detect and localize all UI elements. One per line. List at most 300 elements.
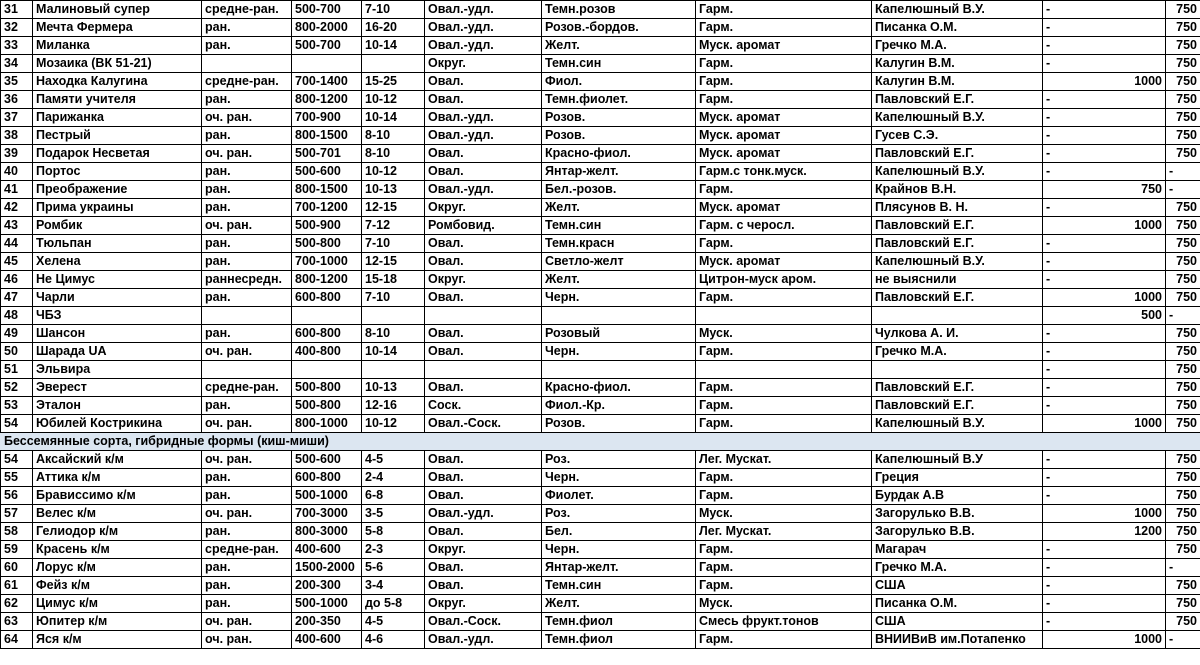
ripening-cell[interactable]: ран. xyxy=(202,289,292,307)
berry-color-cell[interactable]: Темн.син xyxy=(542,217,696,235)
ripening-cell[interactable]: ран. xyxy=(202,181,292,199)
berry-color-cell[interactable] xyxy=(542,361,696,379)
taste-cell[interactable]: Гарм. xyxy=(696,559,872,577)
cutting-price-cell[interactable]: 750 xyxy=(1166,145,1200,163)
variety-name-cell[interactable]: Не Цимус xyxy=(33,271,202,289)
berry-weight-cell[interactable]: 8-10 xyxy=(362,127,425,145)
cutting-price-cell[interactable]: 750 xyxy=(1166,595,1200,613)
taste-cell[interactable]: Гарм. xyxy=(696,469,872,487)
breeder-cell[interactable]: Павловский Е.Г. xyxy=(872,145,1043,163)
berry-weight-cell[interactable]: 5-6 xyxy=(362,559,425,577)
variety-name-cell[interactable]: Миланка xyxy=(33,37,202,55)
berry-weight-cell[interactable]: 10-14 xyxy=(362,109,425,127)
seedling-price-cell[interactable] xyxy=(1123,469,1166,487)
taste-cell[interactable]: Гарм. xyxy=(696,577,872,595)
variety-name-cell[interactable]: Красень к/м xyxy=(33,541,202,559)
seedling-price-dash-cell[interactable]: - xyxy=(1043,469,1123,487)
cluster-weight-cell[interactable]: 700-1400 xyxy=(292,73,362,91)
berry-shape-cell[interactable]: Овал.-удл. xyxy=(425,37,542,55)
taste-cell[interactable]: Гарм. xyxy=(696,1,872,19)
cluster-weight-cell[interactable]: 500-700 xyxy=(292,37,362,55)
ripening-cell[interactable]: оч. ран. xyxy=(202,343,292,361)
row-number-cell[interactable]: 40 xyxy=(1,163,33,181)
cutting-price-cell[interactable]: 750 xyxy=(1166,55,1200,73)
berry-shape-cell[interactable]: Овал. xyxy=(425,253,542,271)
variety-name-cell[interactable]: Эталон xyxy=(33,397,202,415)
berry-weight-cell[interactable]: до 5-8 xyxy=(362,595,425,613)
seedling-price-cell[interactable]: 1000 xyxy=(1123,217,1166,235)
cutting-price-cell[interactable]: - xyxy=(1166,181,1200,199)
breeder-cell[interactable]: Павловский Е.Г. xyxy=(872,397,1043,415)
taste-cell[interactable]: Гарм.с тонк.муск. xyxy=(696,163,872,181)
cutting-price-cell[interactable]: 750 xyxy=(1166,271,1200,289)
berry-color-cell[interactable]: Желт. xyxy=(542,595,696,613)
berry-color-cell[interactable]: Темн.фиол xyxy=(542,631,696,649)
berry-color-cell[interactable]: Фиолет. xyxy=(542,487,696,505)
seedling-price-dash-cell[interactable]: - xyxy=(1043,127,1123,145)
berry-shape-cell[interactable]: Овал. xyxy=(425,235,542,253)
variety-name-cell[interactable]: Яся к/м xyxy=(33,631,202,649)
seedling-price-dash-cell[interactable]: - xyxy=(1043,55,1123,73)
seedling-price-cell[interactable] xyxy=(1123,559,1166,577)
taste-cell[interactable] xyxy=(696,307,872,325)
cutting-price-cell[interactable]: 750 xyxy=(1166,37,1200,55)
berry-weight-cell[interactable]: 6-8 xyxy=(362,487,425,505)
variety-name-cell[interactable]: Фейз к/м xyxy=(33,577,202,595)
row-number-cell[interactable]: 49 xyxy=(1,325,33,343)
taste-cell[interactable]: Муск. аромат xyxy=(696,145,872,163)
row-number-cell[interactable]: 44 xyxy=(1,235,33,253)
cluster-weight-cell[interactable]: 400-800 xyxy=(292,343,362,361)
berry-weight-cell[interactable]: 4-5 xyxy=(362,451,425,469)
ripening-cell[interactable] xyxy=(202,361,292,379)
cutting-price-cell[interactable]: 750 xyxy=(1166,1,1200,19)
berry-shape-cell[interactable]: Овал. xyxy=(425,379,542,397)
cluster-weight-cell[interactable]: 500-701 xyxy=(292,145,362,163)
berry-shape-cell[interactable]: Округ. xyxy=(425,199,542,217)
berry-shape-cell[interactable]: Соск. xyxy=(425,397,542,415)
cluster-weight-cell[interactable]: 700-1000 xyxy=(292,253,362,271)
row-number-cell[interactable]: 38 xyxy=(1,127,33,145)
variety-name-cell[interactable]: Мечта Фермера xyxy=(33,19,202,37)
ripening-cell[interactable]: оч. ран. xyxy=(202,631,292,649)
berry-weight-cell[interactable]: 12-16 xyxy=(362,397,425,415)
breeder-cell[interactable]: Капелюшный В.У. xyxy=(872,253,1043,271)
cluster-weight-cell[interactable]: 1500-2000 xyxy=(292,559,362,577)
berry-color-cell[interactable]: Красно-фиол. xyxy=(542,145,696,163)
seedling-price-dash-cell[interactable]: - xyxy=(1043,397,1123,415)
seedling-price-dash-cell[interactable] xyxy=(1043,217,1123,235)
berry-color-cell[interactable]: Темн.син xyxy=(542,577,696,595)
berry-color-cell[interactable]: Розовый xyxy=(542,325,696,343)
berry-color-cell[interactable]: Темн.розов xyxy=(542,1,696,19)
cluster-weight-cell[interactable]: 600-800 xyxy=(292,289,362,307)
cutting-price-cell[interactable]: 750 xyxy=(1166,361,1200,379)
berry-shape-cell[interactable]: Округ. xyxy=(425,55,542,73)
berry-weight-cell[interactable]: 10-13 xyxy=(362,379,425,397)
berry-weight-cell[interactable] xyxy=(362,361,425,379)
seedling-price-cell[interactable]: 1000 xyxy=(1123,631,1166,649)
cutting-price-cell[interactable]: 750 xyxy=(1166,19,1200,37)
seedling-price-cell[interactable]: 1000 xyxy=(1123,289,1166,307)
variety-name-cell[interactable]: Памяти учителя xyxy=(33,91,202,109)
ripening-cell[interactable]: ран. xyxy=(202,235,292,253)
seedling-price-dash-cell[interactable] xyxy=(1043,631,1123,649)
berry-shape-cell[interactable] xyxy=(425,361,542,379)
berry-shape-cell[interactable]: Округ. xyxy=(425,271,542,289)
seedling-price-cell[interactable]: 1200 xyxy=(1123,523,1166,541)
cutting-price-cell[interactable]: 750 xyxy=(1166,541,1200,559)
ripening-cell[interactable]: средне-ран. xyxy=(202,73,292,91)
seedling-price-dash-cell[interactable] xyxy=(1043,181,1123,199)
cluster-weight-cell[interactable]: 800-1200 xyxy=(292,271,362,289)
breeder-cell[interactable]: Капелюшный В.У. xyxy=(872,109,1043,127)
berry-shape-cell[interactable]: Овал. xyxy=(425,325,542,343)
breeder-cell[interactable]: Калугин В.М. xyxy=(872,55,1043,73)
berry-shape-cell[interactable]: Овал.-удл. xyxy=(425,505,542,523)
berry-color-cell[interactable]: Черн. xyxy=(542,289,696,307)
cluster-weight-cell[interactable]: 600-800 xyxy=(292,469,362,487)
cluster-weight-cell[interactable]: 400-600 xyxy=(292,541,362,559)
seedling-price-cell[interactable]: 750 xyxy=(1123,181,1166,199)
seedling-price-dash-cell[interactable]: - xyxy=(1043,1,1123,19)
breeder-cell[interactable]: Плясунов В. Н. xyxy=(872,199,1043,217)
seedling-price-dash-cell[interactable]: - xyxy=(1043,343,1123,361)
berry-color-cell[interactable]: Розов.-бордов. xyxy=(542,19,696,37)
ripening-cell[interactable]: оч. ран. xyxy=(202,505,292,523)
ripening-cell[interactable]: оч. ран. xyxy=(202,415,292,433)
variety-name-cell[interactable]: Преображение xyxy=(33,181,202,199)
seedling-price-dash-cell[interactable]: - xyxy=(1043,451,1123,469)
berry-color-cell[interactable]: Темн.син xyxy=(542,55,696,73)
seedling-price-dash-cell[interactable]: - xyxy=(1043,253,1123,271)
taste-cell[interactable]: Цитрон-муск аром. xyxy=(696,271,872,289)
berry-weight-cell[interactable]: 8-10 xyxy=(362,145,425,163)
seedling-price-cell[interactable] xyxy=(1123,109,1166,127)
seedling-price-cell[interactable] xyxy=(1123,127,1166,145)
breeder-cell[interactable]: Павловский Е.Г. xyxy=(872,217,1043,235)
cluster-weight-cell[interactable]: 500-800 xyxy=(292,397,362,415)
variety-name-cell[interactable]: Пестрый xyxy=(33,127,202,145)
cutting-price-cell[interactable]: 750 xyxy=(1166,451,1200,469)
berry-weight-cell[interactable]: 2-4 xyxy=(362,469,425,487)
ripening-cell[interactable]: ран. xyxy=(202,487,292,505)
berry-weight-cell[interactable]: 10-12 xyxy=(362,415,425,433)
seedling-price-cell[interactable] xyxy=(1123,595,1166,613)
berry-color-cell[interactable]: Черн. xyxy=(542,469,696,487)
cluster-weight-cell[interactable]: 500-600 xyxy=(292,451,362,469)
berry-weight-cell[interactable]: 10-12 xyxy=(362,91,425,109)
cutting-price-cell[interactable]: 750 xyxy=(1166,487,1200,505)
taste-cell[interactable]: Гарм. xyxy=(696,541,872,559)
cluster-weight-cell[interactable]: 800-3000 xyxy=(292,523,362,541)
berry-shape-cell[interactable]: Овал. xyxy=(425,163,542,181)
row-number-cell[interactable]: 47 xyxy=(1,289,33,307)
seedling-price-cell[interactable] xyxy=(1123,271,1166,289)
cluster-weight-cell[interactable]: 200-350 xyxy=(292,613,362,631)
row-number-cell[interactable]: 32 xyxy=(1,19,33,37)
berry-weight-cell[interactable]: 5-8 xyxy=(362,523,425,541)
ripening-cell[interactable]: оч. ран. xyxy=(202,109,292,127)
cutting-price-cell[interactable]: 750 xyxy=(1166,325,1200,343)
ripening-cell[interactable]: ран. xyxy=(202,127,292,145)
breeder-cell[interactable]: не выяснили xyxy=(872,271,1043,289)
seedling-price-cell[interactable]: 500 xyxy=(1123,307,1166,325)
row-number-cell[interactable]: 36 xyxy=(1,91,33,109)
variety-name-cell[interactable]: Аксайский к/м xyxy=(33,451,202,469)
ripening-cell[interactable]: ран. xyxy=(202,163,292,181)
row-number-cell[interactable]: 60 xyxy=(1,559,33,577)
breeder-cell[interactable]: Чулкова А. И. xyxy=(872,325,1043,343)
ripening-cell[interactable]: ран. xyxy=(202,397,292,415)
berry-color-cell[interactable]: Желт. xyxy=(542,199,696,217)
seedling-price-cell[interactable] xyxy=(1123,325,1166,343)
berry-color-cell[interactable]: Розов. xyxy=(542,127,696,145)
taste-cell[interactable]: Гарм. xyxy=(696,397,872,415)
berry-weight-cell[interactable]: 7-10 xyxy=(362,1,425,19)
cutting-price-cell[interactable]: 750 xyxy=(1166,379,1200,397)
ripening-cell[interactable]: средне-ран. xyxy=(202,1,292,19)
berry-color-cell[interactable]: Черн. xyxy=(542,541,696,559)
seedling-price-cell[interactable] xyxy=(1123,343,1166,361)
ripening-cell[interactable]: оч. ран. xyxy=(202,613,292,631)
variety-name-cell[interactable]: Велес к/м xyxy=(33,505,202,523)
row-number-cell[interactable]: 37 xyxy=(1,109,33,127)
berry-color-cell[interactable]: Темн.фиол xyxy=(542,613,696,631)
seedling-price-cell[interactable] xyxy=(1123,253,1166,271)
berry-color-cell[interactable]: Темн.фиолет. xyxy=(542,91,696,109)
variety-name-cell[interactable]: Хелена xyxy=(33,253,202,271)
seedling-price-dash-cell[interactable]: - xyxy=(1043,109,1123,127)
berry-color-cell[interactable]: Черн. xyxy=(542,343,696,361)
row-number-cell[interactable]: 51 xyxy=(1,361,33,379)
ripening-cell[interactable]: ран. xyxy=(202,199,292,217)
ripening-cell[interactable]: ран. xyxy=(202,19,292,37)
berry-weight-cell[interactable]: 2-3 xyxy=(362,541,425,559)
row-number-cell[interactable]: 64 xyxy=(1,631,33,649)
variety-name-cell[interactable]: Подарок Несветая xyxy=(33,145,202,163)
seedling-price-dash-cell[interactable]: - xyxy=(1043,559,1123,577)
cluster-weight-cell[interactable]: 800-2000 xyxy=(292,19,362,37)
cutting-price-cell[interactable]: - xyxy=(1166,307,1200,325)
seedling-price-cell[interactable] xyxy=(1123,451,1166,469)
cluster-weight-cell[interactable]: 800-1500 xyxy=(292,181,362,199)
ripening-cell[interactable]: ран. xyxy=(202,37,292,55)
seedling-price-cell[interactable] xyxy=(1123,55,1166,73)
ripening-cell[interactable]: раннесредн. xyxy=(202,271,292,289)
berry-shape-cell[interactable]: Овал. xyxy=(425,487,542,505)
taste-cell[interactable]: Гарм. xyxy=(696,73,872,91)
seedling-price-dash-cell[interactable]: - xyxy=(1043,577,1123,595)
berry-weight-cell[interactable]: 10-12 xyxy=(362,163,425,181)
seedling-price-dash-cell[interactable] xyxy=(1043,505,1123,523)
seedling-price-dash-cell[interactable]: - xyxy=(1043,235,1123,253)
seedling-price-dash-cell[interactable]: - xyxy=(1043,595,1123,613)
breeder-cell[interactable]: Павловский Е.Г. xyxy=(872,289,1043,307)
seedling-price-cell[interactable] xyxy=(1123,1,1166,19)
variety-name-cell[interactable]: Цимус к/м xyxy=(33,595,202,613)
seedling-price-cell[interactable]: 1000 xyxy=(1123,505,1166,523)
row-number-cell[interactable]: 54 xyxy=(1,451,33,469)
row-number-cell[interactable]: 39 xyxy=(1,145,33,163)
cutting-price-cell[interactable]: 750 xyxy=(1166,199,1200,217)
berry-color-cell[interactable]: Роз. xyxy=(542,451,696,469)
row-number-cell[interactable]: 56 xyxy=(1,487,33,505)
ripening-cell[interactable] xyxy=(202,55,292,73)
seedling-price-cell[interactable] xyxy=(1123,397,1166,415)
seedling-price-dash-cell[interactable]: - xyxy=(1043,145,1123,163)
taste-cell[interactable]: Гарм. xyxy=(696,55,872,73)
berry-weight-cell[interactable] xyxy=(362,307,425,325)
seedling-price-dash-cell[interactable]: - xyxy=(1043,163,1123,181)
section-header[interactable]: Бессемянные сорта, гибридные формы (киш-миши) xyxy=(1,433,1200,451)
cutting-price-cell[interactable]: 750 xyxy=(1166,91,1200,109)
cluster-weight-cell[interactable]: 800-1200 xyxy=(292,91,362,109)
seedling-price-dash-cell[interactable]: - xyxy=(1043,361,1123,379)
cutting-price-cell[interactable]: 750 xyxy=(1166,505,1200,523)
seedling-price-cell[interactable]: 1000 xyxy=(1123,415,1166,433)
berry-weight-cell[interactable]: 4-6 xyxy=(362,631,425,649)
breeder-cell[interactable]: США xyxy=(872,577,1043,595)
taste-cell[interactable]: Гарм. xyxy=(696,379,872,397)
seedling-price-cell[interactable] xyxy=(1123,145,1166,163)
taste-cell[interactable]: Гарм. xyxy=(696,19,872,37)
cluster-weight-cell[interactable]: 700-900 xyxy=(292,109,362,127)
cutting-price-cell[interactable]: 750 xyxy=(1166,217,1200,235)
variety-name-cell[interactable]: Юбилей Кострикина xyxy=(33,415,202,433)
seedling-price-cell[interactable] xyxy=(1123,577,1166,595)
ripening-cell[interactable]: оч. ран. xyxy=(202,217,292,235)
seedling-price-dash-cell[interactable] xyxy=(1043,307,1123,325)
row-number-cell[interactable]: 57 xyxy=(1,505,33,523)
berry-color-cell[interactable]: Бел.-розов. xyxy=(542,181,696,199)
berry-weight-cell[interactable]: 7-12 xyxy=(362,217,425,235)
ripening-cell[interactable]: средне-ран. xyxy=(202,379,292,397)
row-number-cell[interactable]: 63 xyxy=(1,613,33,631)
cluster-weight-cell[interactable]: 200-300 xyxy=(292,577,362,595)
cluster-weight-cell[interactable]: 600-800 xyxy=(292,325,362,343)
breeder-cell[interactable]: Капелюшный В.У. xyxy=(872,1,1043,19)
seedling-price-dash-cell[interactable]: - xyxy=(1043,541,1123,559)
variety-name-cell[interactable]: Эверест xyxy=(33,379,202,397)
cluster-weight-cell[interactable]: 700-3000 xyxy=(292,505,362,523)
berry-shape-cell[interactable]: Овал.-Соск. xyxy=(425,415,542,433)
variety-name-cell[interactable]: Шарада UA xyxy=(33,343,202,361)
cluster-weight-cell[interactable] xyxy=(292,55,362,73)
berry-weight-cell[interactable]: 4-5 xyxy=(362,613,425,631)
variety-name-cell[interactable]: Ромбик xyxy=(33,217,202,235)
breeder-cell[interactable]: Павловский Е.Г. xyxy=(872,235,1043,253)
row-number-cell[interactable]: 46 xyxy=(1,271,33,289)
seedling-price-cell[interactable] xyxy=(1123,199,1166,217)
cutting-price-cell[interactable]: 750 xyxy=(1166,253,1200,271)
berry-weight-cell[interactable]: 10-14 xyxy=(362,37,425,55)
berry-color-cell[interactable]: Розов. xyxy=(542,109,696,127)
breeder-cell[interactable]: Писанка О.М. xyxy=(872,19,1043,37)
row-number-cell[interactable]: 35 xyxy=(1,73,33,91)
seedling-price-dash-cell[interactable]: - xyxy=(1043,271,1123,289)
berry-shape-cell[interactable]: Овал.-удл. xyxy=(425,127,542,145)
ripening-cell[interactable]: ран. xyxy=(202,559,292,577)
berry-color-cell[interactable]: Желт. xyxy=(542,37,696,55)
breeder-cell[interactable]: Крайнов В.Н. xyxy=(872,181,1043,199)
cutting-price-cell[interactable]: - xyxy=(1166,631,1200,649)
berry-color-cell[interactable]: Красно-фиол. xyxy=(542,379,696,397)
seedling-price-dash-cell[interactable]: - xyxy=(1043,325,1123,343)
taste-cell[interactable]: Гарм. xyxy=(696,91,872,109)
cluster-weight-cell[interactable]: 400-600 xyxy=(292,631,362,649)
berry-shape-cell[interactable]: Овал.-удл. xyxy=(425,1,542,19)
seedling-price-cell[interactable] xyxy=(1123,361,1166,379)
taste-cell[interactable]: Муск. xyxy=(696,505,872,523)
breeder-cell[interactable] xyxy=(872,307,1043,325)
cluster-weight-cell[interactable]: 500-800 xyxy=(292,379,362,397)
berry-color-cell[interactable]: Янтар-желт. xyxy=(542,559,696,577)
row-number-cell[interactable]: 53 xyxy=(1,397,33,415)
row-number-cell[interactable]: 34 xyxy=(1,55,33,73)
ripening-cell[interactable]: ран. xyxy=(202,253,292,271)
cluster-weight-cell[interactable]: 700-1200 xyxy=(292,199,362,217)
breeder-cell[interactable]: Калугин В.М. xyxy=(872,73,1043,91)
berry-shape-cell[interactable]: Овал. xyxy=(425,577,542,595)
row-number-cell[interactable]: 50 xyxy=(1,343,33,361)
cutting-price-cell[interactable]: 750 xyxy=(1166,415,1200,433)
cutting-price-cell[interactable]: 750 xyxy=(1166,127,1200,145)
seedling-price-dash-cell[interactable] xyxy=(1043,73,1123,91)
berry-shape-cell[interactable]: Ромбовид. xyxy=(425,217,542,235)
variety-name-cell[interactable]: Гелиодор к/м xyxy=(33,523,202,541)
breeder-cell[interactable]: Капелюшный В.У. xyxy=(872,163,1043,181)
seedling-price-cell[interactable] xyxy=(1123,541,1166,559)
taste-cell[interactable] xyxy=(696,361,872,379)
seedling-price-dash-cell[interactable]: - xyxy=(1043,19,1123,37)
row-number-cell[interactable]: 45 xyxy=(1,253,33,271)
taste-cell[interactable]: Лег. Мускат. xyxy=(696,451,872,469)
breeder-cell[interactable] xyxy=(872,361,1043,379)
row-number-cell[interactable]: 42 xyxy=(1,199,33,217)
berry-shape-cell[interactable]: Овал.-Соск. xyxy=(425,613,542,631)
breeder-cell[interactable]: США xyxy=(872,613,1043,631)
variety-name-cell[interactable]: Парижанка xyxy=(33,109,202,127)
row-number-cell[interactable]: 59 xyxy=(1,541,33,559)
row-number-cell[interactable]: 62 xyxy=(1,595,33,613)
seedling-price-dash-cell[interactable]: - xyxy=(1043,37,1123,55)
berry-shape-cell[interactable]: Овал. xyxy=(425,73,542,91)
berry-shape-cell[interactable]: Овал. xyxy=(425,469,542,487)
seedling-price-cell[interactable] xyxy=(1123,613,1166,631)
seedling-price-cell[interactable] xyxy=(1123,487,1166,505)
seedling-price-dash-cell[interactable]: - xyxy=(1043,199,1123,217)
cutting-price-cell[interactable]: 750 xyxy=(1166,289,1200,307)
cluster-weight-cell[interactable] xyxy=(292,361,362,379)
berry-shape-cell[interactable]: Овал. xyxy=(425,145,542,163)
cluster-weight-cell[interactable]: 500-600 xyxy=(292,163,362,181)
breeder-cell[interactable]: Загорулько В.В. xyxy=(872,505,1043,523)
variety-name-cell[interactable]: Шансон xyxy=(33,325,202,343)
berry-shape-cell[interactable]: Овал.-удл. xyxy=(425,19,542,37)
taste-cell[interactable]: Гарм. с черосл. xyxy=(696,217,872,235)
cutting-price-cell[interactable]: 750 xyxy=(1166,577,1200,595)
seedling-price-dash-cell[interactable]: - xyxy=(1043,613,1123,631)
breeder-cell[interactable]: Павловский Е.Г. xyxy=(872,91,1043,109)
berry-weight-cell[interactable]: 7-10 xyxy=(362,289,425,307)
breeder-cell[interactable]: Гречко М.А. xyxy=(872,559,1043,577)
cluster-weight-cell[interactable]: 800-1000 xyxy=(292,415,362,433)
seedling-price-cell[interactable] xyxy=(1123,235,1166,253)
row-number-cell[interactable]: 48 xyxy=(1,307,33,325)
berry-color-cell[interactable]: Темн.красн xyxy=(542,235,696,253)
berry-shape-cell[interactable]: Овал. xyxy=(425,559,542,577)
